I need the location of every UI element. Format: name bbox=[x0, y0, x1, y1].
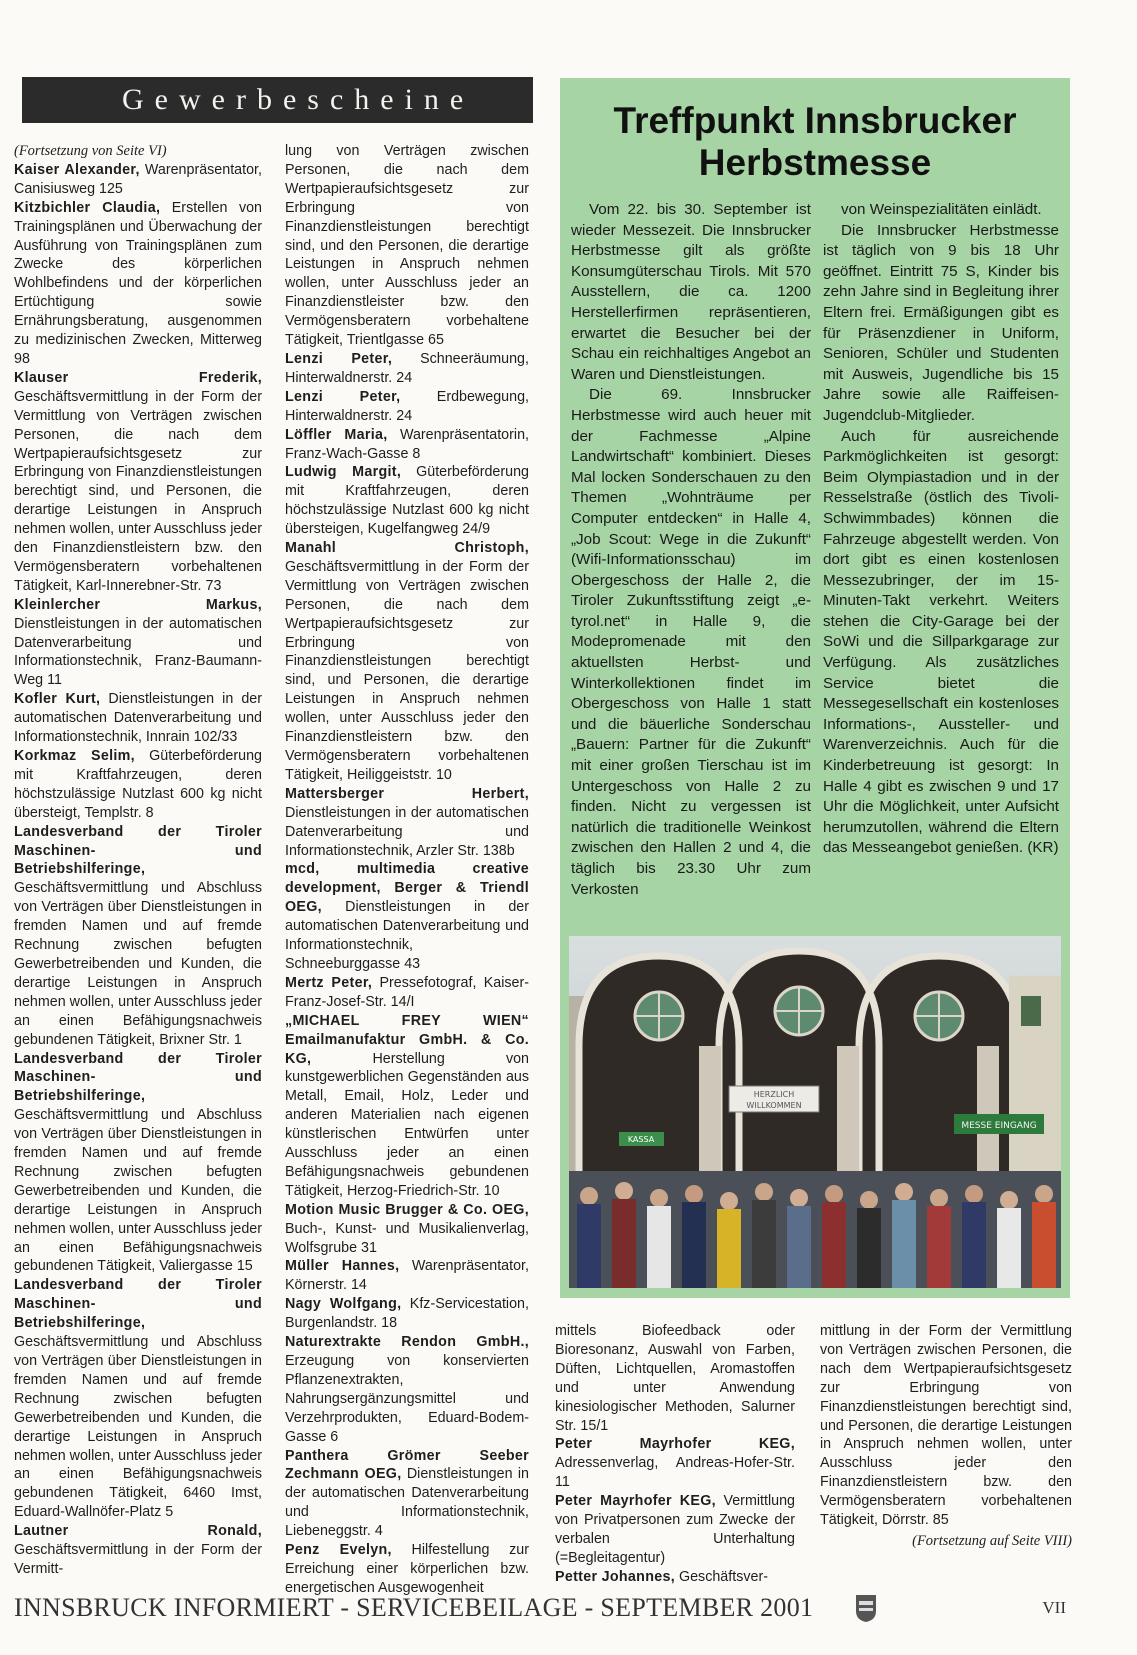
entry-name: Peter Mayrhofer KEG, bbox=[555, 1493, 716, 1510]
entry-name: Motion Music Brugger & Co. OEG, bbox=[285, 1201, 529, 1218]
section-banner bbox=[22, 77, 533, 123]
section-title: Gewerbescheine bbox=[122, 83, 475, 116]
entry-text: Schneeräumung, Hinterwaldnerstr. 24 bbox=[285, 350, 529, 386]
entry-text: Erstellen von Trainingsplänen und Überwachung der Ausführung von Trainingsplänen zum Zwecke des körperlichen Wohlbefindens und der körperlichen Ertüchtigung sowie Ernährungsberatung, ausgenommen zu medizinischen Zwecken, Mitterweg 98 bbox=[14, 199, 262, 367]
entry-text: Geschäftsvermittlung und Abschluss von Verträgen über Dienstleistungen in fremden Namen und auf fremde Rechnung zwischen befugten Gewerbetreibenden und Kunden, die derartige Leistungen in Anspruch nehmen wollen, unter Ausschluss jeder an einen Befähigungsnachweis gebundenen Tätigkeit, 6460 Imst, Eduard-Wallnöfer-Platz 5 bbox=[14, 1334, 262, 1521]
listing-entry bbox=[285, 1447, 529, 1542]
entry-text: Buch-, Kunst- und Musikalienverlag, Wolfsgrube 31 bbox=[285, 1220, 529, 1256]
entry-name: Kaiser Alexander, bbox=[14, 161, 140, 178]
entry-text: mittels Biofeedback oder Bioresonanz, Auswahl von Farben, Düften, Lichtquellen, Aromastoffen und unter Anwendung kinesiologischer Methoden, Salurner Str. 15/1 bbox=[555, 1323, 795, 1434]
listing-entry bbox=[285, 350, 529, 388]
page-footer bbox=[14, 1588, 1074, 1628]
listing-entry bbox=[285, 463, 529, 539]
listing-entry bbox=[555, 1435, 795, 1492]
listing-entry bbox=[285, 974, 529, 1012]
photo-illustration bbox=[569, 936, 1061, 1288]
article-column-1 bbox=[571, 200, 811, 920]
entry-name: mcd, multimedia creative development, Berger & Triendl OEG, bbox=[285, 861, 529, 916]
entry-text: Geschäftsver- bbox=[675, 1568, 768, 1585]
entry-text: Dienstleistungen in der automatischen Datenverarbeitung und Informationstechnik, Schneeburggasse 43 bbox=[285, 899, 529, 972]
entry-name: Lenzi Peter, bbox=[285, 350, 393, 367]
entry-text: mittlung in der Form der Vermittlung von Verträgen zwischen Personen, die nach dem Wertpapieraufsichtsgesetz zur Erbringung von Finanzdienstleistungen berechtigt sind, und Personen, die derartige Leistungen in Anspruch nehmen wollen, unter Ausschluss jeder den Finanzdienstleistern bzw. den Vermögensberatern vorbehaltenen Tätigkeit, Dörrstr. 85 bbox=[820, 1323, 1072, 1529]
entry-name: Penz Evelyn, bbox=[285, 1542, 392, 1559]
entry-text: Warenpräsentatorin, Franz-Wach-Gasse 8 bbox=[285, 426, 529, 462]
article-paragraph: Auch für ausreichende Parkmöglichkeiten ist gesorgt: Beim Olympiastadion und in der Resselstraße (östlich des Tivoli-Schwimmbades) können die Fahrzeuge abgestellt werden. Von dort gibt es einen kostenlosen Messezubringer, der im 15-Minuten-Takt verkehrt. Weiters stehen die City-Garage bei der SoWi und die Sillparkgarage zur Verfügung. Als zusätzliches Service bietet die Messegesellschaft ein kostenloses Informations-, Aussteller- und Warenverzeichnis. Auch für die Kinderbetreuung ist gesorgt: In Halle 4 gibt es zwischen 9 und 17 Uhr die Möglichkeit, unter Aufsicht herumzutollen, während die Eltern das Messeangebot genießen. (KR) bbox=[823, 427, 1059, 857]
entry-name: Petter Johannes, bbox=[555, 1568, 676, 1585]
listing-entry bbox=[555, 1492, 795, 1568]
entry-name: Mattersberger Herbert, bbox=[285, 785, 529, 802]
continued-on-note: (Fortsetzung auf Seite VIII) bbox=[912, 1532, 1072, 1549]
messe-entrance-photo bbox=[569, 936, 1061, 1288]
listing-entry bbox=[14, 1522, 262, 1579]
entry-text: Dienstleistungen in der automatischen Datenverarbeitung und Informationstechnik, Innrain 102/33 bbox=[14, 691, 262, 746]
entry-text: Geschäftsvermittlung in der Form der Vermitt- bbox=[14, 1542, 262, 1577]
entry-name: Naturextrakte Rendon GmbH., bbox=[285, 1334, 529, 1351]
listing-entry bbox=[14, 596, 262, 691]
entry-text: Geschäftsvermittlung in der Form der Vermittlung von Verträgen zwischen Personen, die nach dem Wertpapieraufsichtsgesetz zur Erbringung von Finanzdienstleistungen berechtigt sind, und Personen, die derartige Leistungen in Anspruch nehmen wollen, unter Ausschluss jeder den Finanzdienstleistern bzw. den Vermögensberatern vorbehaltenen Tätigkeit, Heiliggeiststr. 10 bbox=[285, 558, 529, 783]
listing-entry bbox=[14, 747, 262, 823]
entry-text: Dienstleistungen in der automatischen Datenverarbeitung und Informationstechnik, Arzler Str. 138b bbox=[285, 804, 529, 859]
listing-entry bbox=[14, 369, 262, 596]
entry-text: Warenpräsentator, Körnerstr. 14 bbox=[285, 1258, 529, 1294]
entry-text: lung von Verträgen zwischen Personen, die nach dem Wertpapieraufsichtsgesetz zur Erbringung von Finanzdienstleistungen berechtigt sind, und den Personen, die derartige Leistungen in Anspruch nehmen wollen, unter Ausschluss jeder an Finanzdienstleister bzw. den Vermögensberatern vorbehaltene Tätigkeit, Trientlgasse 65 bbox=[285, 143, 529, 349]
entry-text: Pressefotograf, Kaiser-Franz-Josef-Str. 14/I bbox=[285, 974, 529, 1010]
listing-entry bbox=[14, 823, 262, 1050]
listing-entry bbox=[14, 1050, 262, 1277]
listing-column-3 bbox=[555, 1322, 796, 1585]
listing-column-2 bbox=[285, 142, 529, 1596]
listing-entry bbox=[14, 1276, 262, 1522]
entry-name: Ludwig Margit, bbox=[285, 464, 402, 481]
entry-name: „MICHAEL FREY WIEN“ Emailmanufaktur GmbH. & Co. KG, bbox=[285, 1012, 529, 1067]
entry-name: Landesverband der Tiroler Maschinen- und Betriebshilferinge, bbox=[14, 1050, 262, 1105]
kassa-sign: KASSA bbox=[627, 1135, 655, 1144]
entry-name: Lautner Ronald, bbox=[14, 1523, 262, 1540]
listing-entry bbox=[285, 1257, 529, 1295]
listing-entry bbox=[285, 1012, 529, 1201]
listing-entry bbox=[285, 1295, 529, 1333]
entry-name: Kofler Kurt, bbox=[14, 691, 101, 708]
listing-column-4 bbox=[820, 1322, 1072, 1548]
listing-entry bbox=[285, 142, 529, 350]
entry-text: Geschäftsvermittlung in der Form der Vermittlung von Verträgen zwischen Personen, die nach dem Wertpapieraufsichtsgesetz zur Erbringung von Finanzdienstleistungen berechtigt sind, und Personen, die derartige Leistungen in Anspruch nehmen wollen, unter Ausschluss jeder den Finanzdienstleistern bzw. den Vermögensberatern vorbehaltenen Tätigkeit, Karl-Innerebner-Str. 73 bbox=[14, 388, 262, 594]
entry-name: Klauser Frederik, bbox=[14, 369, 262, 386]
continued-from-note: (Fortsetzung von Seite VI) bbox=[14, 143, 167, 159]
listing-entry bbox=[14, 199, 262, 369]
listing-entry bbox=[555, 1322, 795, 1435]
welcome-sign-line1: HERZLICH bbox=[753, 1090, 795, 1099]
entry-name: Kleinlercher Markus, bbox=[14, 596, 262, 613]
entry-name: Löffler Maria, bbox=[285, 426, 388, 443]
listing-entry bbox=[285, 388, 529, 426]
entry-text: Adressenverlag, Andreas-Hofer-Str. 11 bbox=[555, 1455, 795, 1491]
article-column-2 bbox=[823, 200, 1059, 920]
city-crest-icon bbox=[855, 1593, 877, 1623]
article-paragraph: Vom 22. bis 30. September ist wieder Messezeit. Die Innsbrucker Herbstmesse gilt als größte Konsumgüterschau Tirols. Mit 570 Ausstellern, die ca. 1200 Herstellerfirmen repräsentieren, erwartet die Besucher bei der Schau ein reichhaltiges Angebot an Waren und Dienstleistungen. bbox=[571, 201, 811, 383]
entry-name: Landesverband der Tiroler Maschinen- und Betriebshilferinge, bbox=[14, 823, 262, 878]
entry-name: Lenzi Peter, bbox=[285, 388, 401, 405]
entry-name: Kitzbichler Claudia, bbox=[14, 199, 161, 216]
listing-entry bbox=[14, 690, 262, 747]
entry-name: Landesverband der Tiroler Maschinen- und Betriebshilferinge, bbox=[14, 1277, 262, 1332]
entry-name: Müller Hannes, bbox=[285, 1258, 400, 1275]
footer-title: INNSBRUCK INFORMIERT - SERVICEBEILAGE - SEPTEMBER 2001 bbox=[14, 1593, 814, 1622]
entry-text: Geschäftsvermittlung und Abschluss von Verträgen über Dienstleistungen in fremden Namen und auf fremde Rechnung zwischen befugten Gewerbetreibenden und Kunden, die derartige Leistungen in Anspruch nehmen wollen, unter Ausschluss jeder an einen Befähigungsnachweis gebundenen Tätigkeit, Valiergasse 15 bbox=[14, 1107, 262, 1275]
entry-name: Peter Mayrhofer KEG, bbox=[555, 1436, 795, 1453]
entry-name: Nagy Wolfgang, bbox=[285, 1296, 402, 1313]
listing-entry bbox=[285, 539, 529, 785]
article-paragraph: Die Innsbrucker Herbstmesse ist täglich von 9 bis 18 Uhr geöffnet. Eintritt 75 S, Kinder bis zehn Jahre sind in Begleitung ihrer Eltern frei. Ermäßigungen gibt es für Präsenzdiener in Uniform, Senioren, Schüler und Studenten mit Ausweis, Jugendliche bis 15 Jahre sowie alle Raiffeisen-Jugendclub-Mitglieder. bbox=[823, 221, 1059, 424]
listing-entry bbox=[555, 1568, 795, 1587]
article-paragraph: von Weinspezialitäten einlädt. bbox=[841, 201, 1042, 218]
listing-entry bbox=[285, 860, 529, 973]
listing-entry bbox=[14, 161, 262, 199]
entry-name: Panthera Grömer Seeber Zechmann OEG, bbox=[285, 1447, 529, 1483]
listing-entry bbox=[820, 1322, 1072, 1530]
listing-entry bbox=[285, 426, 529, 464]
entry-name: Mertz Peter, bbox=[285, 974, 373, 991]
entry-name: Korkmaz Selim, bbox=[14, 748, 135, 764]
entry-text: Kfz-Servicestation, Burgenlandstr. 18 bbox=[285, 1296, 529, 1332]
welcome-sign-line2: WILLKOMMEN bbox=[746, 1101, 802, 1110]
entry-text: Güterbeförderung mit Kraftfahrzeugen, deren höchstzulässige Nutzlast 600 kg nicht übersteigen, Kugelfangweg 24/9 bbox=[285, 464, 529, 538]
entry-text: Warenpräsentator, Canisiusweg 125 bbox=[14, 161, 263, 197]
entry-text: Erzeugung von konservierten Pflanzenextrakten, Nahrungsergänzungsmittel und Verzehrprodukten, Eduard-Bodem-Gasse 6 bbox=[285, 1353, 529, 1445]
entry-text: Herstellung von kunstgewerblichen Gegenständen aus Metall, Email, Holz, Leder und anderen Materialien nach eigenen künstlerischen Entwürfen unter Ausschluss jeder an einen Befähigungsnachweis gebundenen Tätigkeit, Herzog-Friedrich-Str. 10 bbox=[285, 1050, 529, 1199]
entry-text: Geschäftsvermittlung und Abschluss von Verträgen über Dienstleistungen in fremden Namen und auf fremde Rechnung zwischen befugten Gewerbetreibenden und Kunden, die derartige Leistungen in Anspruch nehmen wollen, unter Ausschluss jeder an einen Befähigungsnachweis gebundenen Tätigkeit, Brixner Str. 1 bbox=[14, 880, 262, 1048]
listing-entry bbox=[285, 1333, 529, 1446]
herbstmesse-article bbox=[560, 78, 1070, 1298]
entry-text: Dienstleistungen in der automatischen Datenverarbeitung und Informationstechnik, Liebeneggstr. 4 bbox=[285, 1466, 529, 1540]
entry-text: Güterbeförderung mit Kraftfahrzeugen, deren höchstzulässige Nutzlast 600 kg nicht übersteigt, Templstr. 8 bbox=[14, 748, 262, 821]
listing-column-1 bbox=[14, 142, 263, 1577]
entry-text: Hilfestellung zur Erreichung einer körperlichen bzw. energetischen Ausgewogenheit bbox=[285, 1542, 529, 1596]
entry-name: Manahl Christoph, bbox=[285, 540, 529, 557]
page-number: VII bbox=[1042, 1598, 1066, 1617]
entry-text: Dienstleistungen in der automatischen Datenverarbeitung und Informationstechnik, Franz-Baumann-Weg 11 bbox=[14, 615, 262, 689]
article-title: Treffpunkt Innsbrucker Herbstmesse bbox=[613, 100, 1017, 183]
listing-entry bbox=[285, 785, 529, 861]
article-paragraph: Die 69. Innsbrucker Herbstmesse wird auch heuer mit der Fachmesse „Alpine Landwirtschaft“ kombiniert. Dieses Mal locken Sonderschauen zu den Themen „Wohnträume per Computer entdecken“ in Halle 4, „Job Scout: Wege in die Zukunft“ (Wifi-Informationsschau) im Obergeschoss der Halle 2, die Tiroler Zukunftsstiftung zeigt „e-tyrol.net“ in Halle 9, die Modepromenade mit den aktuellsten Herbst- und Winterkollektionen findet im Obergeschoss von Halle 1 statt und die bäuerliche Sonderschau „Bauern: Partner für die Zukunft“ mit einer großen Tierschau ist im Untergeschoss von Halle 2 zu finden. Nicht zu vergessen ist natürlich die traditionelle Weinkost zwischen den Hallen 2 und 4, die täglich bis 23.30 Uhr zum Verkosten bbox=[571, 386, 811, 898]
listing-entry bbox=[285, 1201, 529, 1258]
entrance-sign: MESSE EINGANG bbox=[961, 1121, 1037, 1131]
entry-text: Erdbewegung, Hinterwaldnerstr. 24 bbox=[285, 388, 529, 424]
entry-text: Vermittlung von Privatpersonen zum Zwecke der verbalen Unterhaltung (=Begleitagentur) bbox=[555, 1493, 796, 1566]
